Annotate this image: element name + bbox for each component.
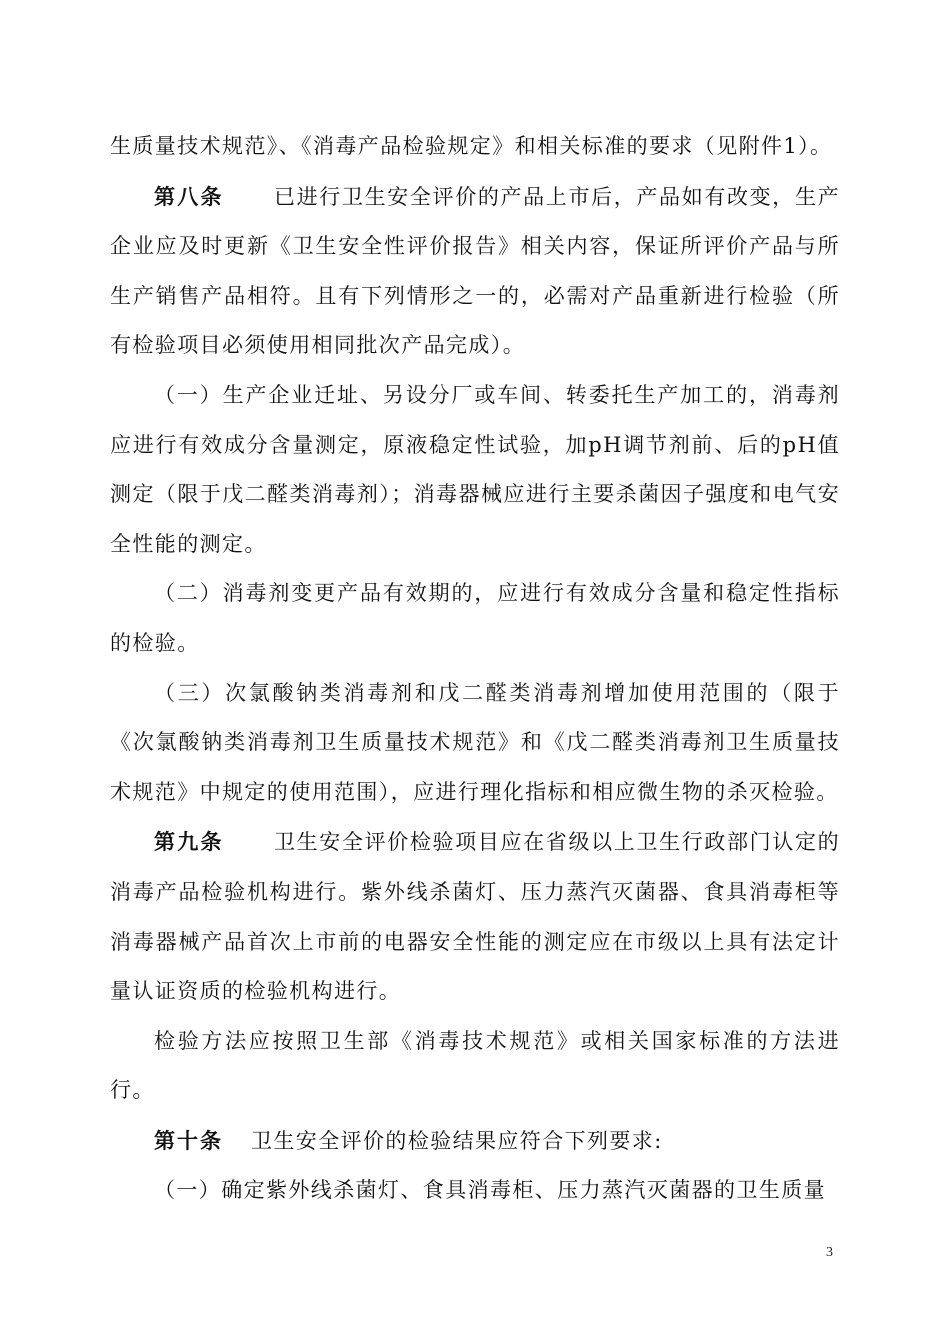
article-8-item-1: [110, 371, 840, 569]
article-10-text: 卫生安全评价的检验结果应符合下列要求:: [251, 1128, 663, 1153]
item-text: （三）次氯酸钠类消毒剂和戊二醛类消毒剂增加使用范围的（限于《次氯酸钠类消毒剂卫生质量技术规范》和《戊二醛类消毒剂卫生质量技术规范》中规定的使用范围），应进行理化指标和相应微生物的杀灭检验。: [110, 680, 840, 804]
article-8-item-2: [110, 569, 840, 668]
paragraph-continuation: [110, 122, 840, 172]
article-8-item-3: [110, 669, 840, 818]
article-8-heading: 第八条: [154, 183, 224, 209]
document-body: [110, 122, 840, 1216]
article-10-item-1: [110, 1166, 840, 1216]
item-text: （一）生产企业迁址、另设分厂或车间、转委托生产加工的，消毒剂应进行有效成分含量测定，原液稳定性试验，加pH调节剂前、后的pH值测定（限于戊二醛类消毒剂）；消毒器械应进行主要杀菌因子强度和电气安全性能的测定。: [110, 382, 840, 556]
paragraph-text: 生质量技术规范》、《消毒产品检验规定》和相关标准的要求（见附件1）。: [110, 134, 833, 158]
article-8-text: 已进行卫生安全评价的产品上市后，产品如有改变，生产企业应及时更新《卫生安全性评价报告》相关内容，保证所评价产品与所生产销售产品相符。且有下列情形之一的，必需对产品重新进行检验（所有检验项目必须使用相同批次产品完成）。: [110, 184, 840, 358]
article-10: [110, 1116, 840, 1167]
article-8: [110, 172, 840, 371]
article-9-heading: 第九条: [154, 829, 224, 855]
paragraph-text: 检验方法应按照卫生部《消毒技术规范》或相关国家标准的方法进行。: [110, 1028, 840, 1103]
article-10-heading: 第十条: [154, 1127, 223, 1153]
article-9: [110, 817, 840, 1016]
item-text: （二）消毒剂变更产品有效期的，应进行有效成分含量和稳定性指标的检验。: [110, 581, 840, 655]
article-9-text: 卫生安全评价检验项目应在省级以上卫生行政部门认定的消毒产品检验机构进行。紫外线杀菌灯、压力蒸汽灭菌器、食具消毒柜等消毒器械产品首次上市前的电器安全性能的测定应在市级以上具有法定计量认证资质的检验机构进行。: [110, 830, 840, 1004]
page-number: 3: [826, 1245, 833, 1260]
item-text: （一）确定紫外线杀菌灯、食具消毒柜、压力蒸汽灭菌器的卫生质量: [154, 1178, 826, 1203]
testing-method-paragraph: [110, 1017, 840, 1116]
